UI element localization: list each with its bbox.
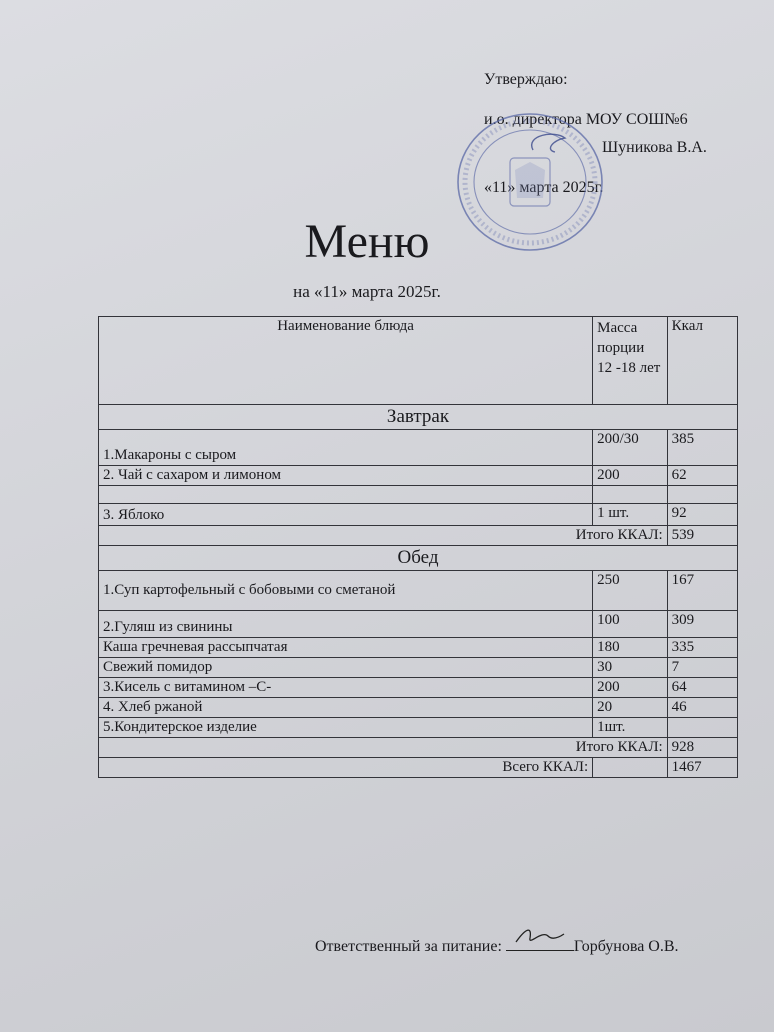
header-name: Наименование блюда [99,317,593,405]
lunch-total-row [99,738,738,758]
header-kcal: Ккал [667,317,737,405]
table-row [99,698,738,718]
dish-kcal: 64 [667,678,737,698]
dish-name: 1.Суп картофельный с бобовыми со сметаной [99,571,593,611]
table-header-row [99,317,738,405]
dish-mass: 200 [593,678,668,698]
dish-mass: 30 [593,658,668,678]
dish-kcal: 46 [667,698,737,718]
dish-kcal: 335 [667,638,737,658]
breakfast-total-row [99,526,738,546]
dish-name: 4. Хлеб ржаной [99,698,593,718]
dish-kcal: 7 [667,658,737,678]
table-row [99,611,738,638]
section-title: Обед [99,546,738,571]
signature-scribble-icon [512,924,568,948]
header-mass: Масса порции 12 -18 лет [593,317,668,405]
responsible-label: Ответственный за питание: [315,938,502,955]
responsible-name: Горбунова О.В. [573,938,679,955]
dish-kcal: 309 [667,611,737,638]
dish-kcal: 385 [667,430,737,466]
table-row [99,678,738,698]
table-row [99,504,738,526]
table-row-empty [99,486,738,504]
table-row [99,466,738,486]
dish-name: 1.Макароны с сыром [99,430,593,466]
menu-table [98,316,738,778]
grand-total-value: 1467 [667,758,737,778]
grand-total-label: Всего ККАЛ: [99,758,593,778]
section-lunch [99,546,738,571]
dish-name: 5.Кондитерское изделие [99,718,593,738]
table-row [99,430,738,466]
footer [315,936,679,956]
page-subtitle: на «11» марта 2025г. [293,282,441,301]
total-value: 928 [667,738,737,758]
dish-name: 2.Гуляш из свинины [99,611,593,638]
table-row [99,718,738,738]
approval-signatory: Шуникова В.А. [602,139,707,156]
table-row [99,658,738,678]
approval-heading: Утверждаю: [484,71,568,88]
approval-position: и.о. директора МОУ СОШ№6 [484,111,688,128]
dish-mass: 20 [593,698,668,718]
dish-name: Свежий помидор [99,658,593,678]
dish-mass: 180 [593,638,668,658]
grand-total-row [99,758,738,778]
dish-mass: 100 [593,611,668,638]
dish-kcal: 167 [667,571,737,611]
dish-kcal [667,718,737,738]
table-row [99,571,738,611]
dish-name: 3. Яблоко [99,504,593,526]
total-value: 539 [667,526,737,546]
total-label: Итого ККАЛ: [99,526,668,546]
dish-mass: 250 [593,571,668,611]
dish-mass: 1 шт. [593,504,668,526]
page-title: Меню [304,215,430,268]
approval-date: «11» марта 2025г. [484,179,604,196]
section-breakfast [99,405,738,430]
dish-name: Каша гречневая рассыпчатая [99,638,593,658]
signature [506,936,574,951]
dish-kcal: 92 [667,504,737,526]
dish-name: 3.Кисель с витамином –С- [99,678,593,698]
table-row [99,638,738,658]
section-title: Завтрак [99,405,738,430]
dish-kcal: 62 [667,466,737,486]
dish-mass: 200 [593,466,668,486]
dish-mass: 1шт. [593,718,668,738]
dish-mass: 200/30 [593,430,668,466]
total-label: Итого ККАЛ: [99,738,668,758]
dish-name: 2. Чай с сахаром и лимоном [99,466,593,486]
